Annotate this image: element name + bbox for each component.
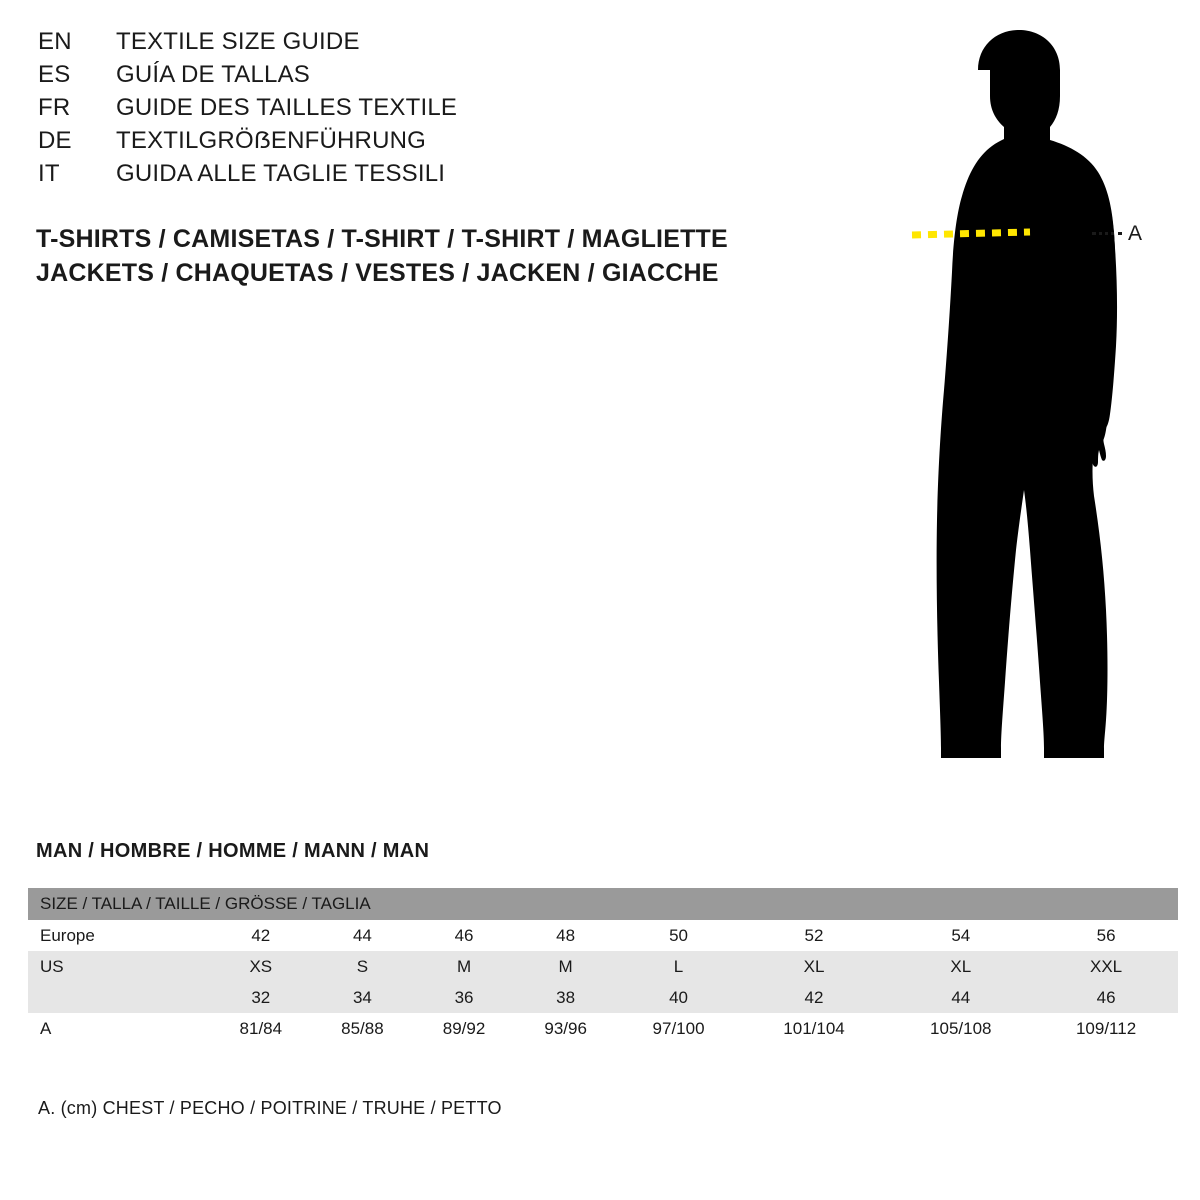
cell-us-7: XL [950,956,972,976]
language-code-es: ES [38,61,71,88]
cell-numeric-2: 34 [352,987,372,1007]
table-row [28,1013,1178,1044]
language-row-en [38,28,758,61]
measure-leader-line [1092,232,1122,235]
cell-a-2: 85/88 [341,1018,384,1038]
cell-us-3: M [456,956,472,976]
cell-us-4: M [558,956,573,976]
cell-a-6: 101/104 [783,1018,845,1038]
cell-europe-8: 56 [1096,925,1116,945]
category-tshirts: T-SHIRTS / CAMISETAS / T-SHIRT / T-SHIRT / MAGLIETTE [36,225,728,253]
cell-a-5: 97/100 [652,1018,705,1038]
garment-category-block [36,222,796,290]
cell-numeric-5: 40 [669,987,688,1007]
footnote-measure-description: A. (cm) CHEST / PECHO / POITRINE / TRUHE / PETTO [38,1098,502,1118]
cell-numeric-7: 44 [951,987,971,1007]
language-text-en: TEXTILE SIZE GUIDE [116,28,360,55]
cell-europe-6: 52 [804,925,824,945]
cell-numeric-8: 46 [1096,987,1116,1007]
cell-europe-4: 48 [556,925,576,945]
row-label-europe: Europe [40,925,95,945]
cell-a-7: 105/108 [930,1018,992,1038]
language-code-it: IT [38,160,60,187]
measure-label-a: A [1128,222,1143,245]
cell-us-5: L [673,956,684,976]
language-row-fr [38,94,758,127]
table-row [28,951,1178,982]
language-row-it [38,160,758,193]
silhouette-svg [820,10,1200,800]
cell-europe-2: 44 [352,925,372,945]
table-header-label: SIZE / TALLA / TAILLE / GRÖSSE / TAGLIA [40,894,371,913]
cell-a-4: 93/96 [544,1018,587,1038]
table-row [28,920,1178,951]
language-code-en: EN [38,28,72,55]
cell-europe-1: 42 [251,925,271,945]
cell-us-8: XXL [1090,956,1123,976]
language-header-block [38,28,758,193]
size-table [28,888,1178,1044]
body-silhouette-figure [820,10,1200,800]
cell-europe-7: 54 [951,925,971,945]
cell-us-6: XL [803,956,825,976]
cell-numeric-3: 36 [454,987,474,1007]
cell-numeric-4: 38 [556,987,576,1007]
cell-a-3: 89/92 [442,1018,486,1038]
cell-us-2: S [356,956,369,976]
language-text-fr: GUIDE DES TAILLES TEXTILE [116,94,458,121]
language-row-de [38,127,758,160]
language-row-es [38,61,758,94]
category-jackets: JACKETS / CHAQUETAS / VESTES / JACKEN / GIACCHE [36,259,719,287]
row-label-a: A [40,1018,52,1038]
language-text-it: GUIDA ALLE TAGLIE TESSILI [116,160,446,187]
language-code-fr: FR [38,94,71,121]
language-code-de: DE [38,127,72,154]
gender-title: MAN / HOMBRE / HOMME / MANN / MAN [36,840,430,862]
cell-a-1: 81/84 [239,1018,283,1038]
row-label-us: US [40,956,64,976]
table-header-row [28,888,1178,920]
table-row [28,982,1178,1013]
language-text-es: GUÍA DE TALLAS [116,61,310,88]
cell-a-8: 109/112 [1075,1018,1137,1038]
cell-europe-5: 50 [669,925,688,945]
cell-us-1: XS [249,956,273,976]
row-label-numeric [28,982,210,1013]
cell-europe-3: 46 [454,925,474,945]
cell-numeric-6: 42 [804,987,824,1007]
cell-numeric-1: 32 [251,987,271,1007]
language-text-de: TEXTILGRÖẞENFÜHRUNG [116,127,427,154]
